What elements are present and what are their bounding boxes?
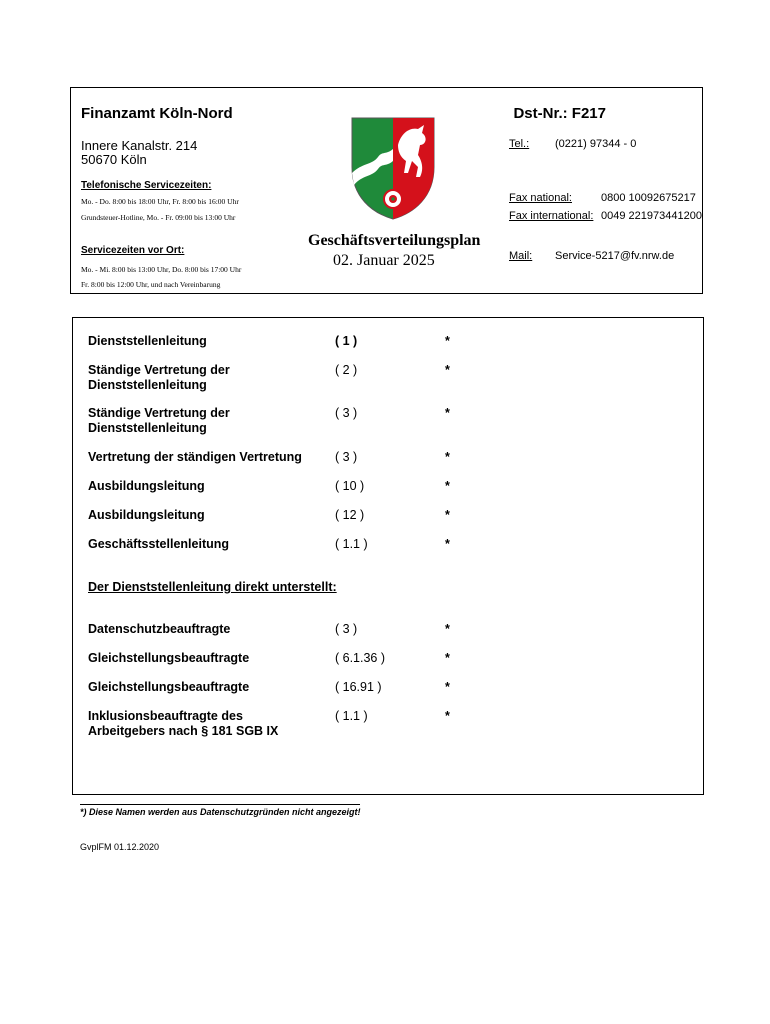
fax-national-value: 0800 10092675217 <box>601 192 696 204</box>
department-number: ( 3 ) <box>335 450 358 464</box>
phone-service-heading: Telefonische Servicezeiten: <box>81 180 212 191</box>
name-placeholder: * <box>445 651 450 665</box>
footnote: *) Diese Namen werden aus Datenschutzgründen nicht angezeigt! <box>80 807 361 817</box>
name-placeholder: * <box>445 363 450 377</box>
role-label: Gleichstellungsbeauftragte <box>88 651 250 665</box>
role-label: Vertretung der ständigen Vertretung <box>88 450 302 464</box>
department-number: ( 12 ) <box>335 508 365 522</box>
department-number: ( 1 ) <box>335 334 358 348</box>
name-placeholder: * <box>445 622 450 636</box>
role-label: Inklusionsbeauftragte des Arbeitgebers nach § 181 SGB IX <box>88 709 279 738</box>
organization-box <box>72 317 704 795</box>
phone-label: Tel.: <box>509 138 530 150</box>
nrw-crest-icon <box>348 115 438 221</box>
fax-national-label: Fax national: <box>509 192 572 204</box>
department-number: ( 1.1 ) <box>335 537 368 551</box>
department-number: ( 1.1 ) <box>335 709 368 723</box>
name-placeholder: * <box>445 406 450 420</box>
role-label: Dienststellenleitung <box>88 334 207 348</box>
department-number: ( 6.1.36 ) <box>335 651 386 665</box>
phone-hours-1: Mo. - Do. 8:00 bis 18:00 Uhr, Fr. 8:00 bis 16:00 Uhr <box>81 197 239 206</box>
fax-international-value: 0049 221973441200 <box>601 210 702 222</box>
subordinate-heading: Der Dienststellenleitung direkt unterstellt: <box>88 580 337 594</box>
department-number: ( 10 ) <box>335 479 365 493</box>
name-placeholder: * <box>445 479 450 493</box>
office-name: Finanzamt Köln-Nord <box>81 105 233 122</box>
mail-value: Service-5217@fv.nrw.de <box>555 250 675 262</box>
dst-number: Dst-Nr.: F217 <box>513 105 606 122</box>
header-box <box>70 87 703 294</box>
role-label: Datenschutzbeauftragte <box>88 622 231 636</box>
name-placeholder: * <box>445 450 450 464</box>
footnote-divider <box>80 804 360 805</box>
onsite-hours-2: Fr. 8:00 bis 12:00 Uhr, und nach Vereinbarung <box>81 280 221 289</box>
role-label: Ausbildungsleitung <box>88 479 205 493</box>
phone-hours-2: Grundsteuer-Hotline, Mo. - Fr. 09:00 bis 13:00 Uhr <box>81 213 236 222</box>
role-label: Ständige Vertretung der Dienststellenleitung <box>88 406 230 435</box>
onsite-hours-1: Mo. - Mi. 8:00 bis 13:00 Uhr, Do. 8:00 bis 17:00 Uhr <box>81 265 242 274</box>
department-number: ( 2 ) <box>335 363 358 377</box>
department-number: ( 3 ) <box>335 406 358 420</box>
name-placeholder: * <box>445 680 450 694</box>
onsite-heading: Servicezeiten vor Ort: <box>81 245 185 256</box>
plan-title: Geschäftsverteilungsplan <box>308 232 481 249</box>
name-placeholder: * <box>445 334 450 348</box>
phone-value: (0221) 97344 - 0 <box>555 138 637 150</box>
role-label: Gleichstellungsbeauftragte <box>88 680 250 694</box>
name-placeholder: * <box>445 537 450 551</box>
fax-international-label: Fax international: <box>509 210 594 222</box>
role-label: Ausbildungsleitung <box>88 508 205 522</box>
form-id: GvplFM 01.12.2020 <box>80 842 160 852</box>
address-city: 50670 Köln <box>81 152 147 167</box>
department-number: ( 3 ) <box>335 622 358 636</box>
address-street: Innere Kanalstr. 214 <box>81 138 198 153</box>
mail-label: Mail: <box>509 250 533 262</box>
role-label: Ständige Vertretung der Dienststellenleitung <box>88 363 230 392</box>
role-label: Geschäftsstellenleitung <box>88 537 230 551</box>
name-placeholder: * <box>445 508 450 522</box>
plan-date: 02. Januar 2025 <box>333 252 435 269</box>
name-placeholder: * <box>445 709 450 723</box>
department-number: ( 16.91 ) <box>335 680 382 694</box>
